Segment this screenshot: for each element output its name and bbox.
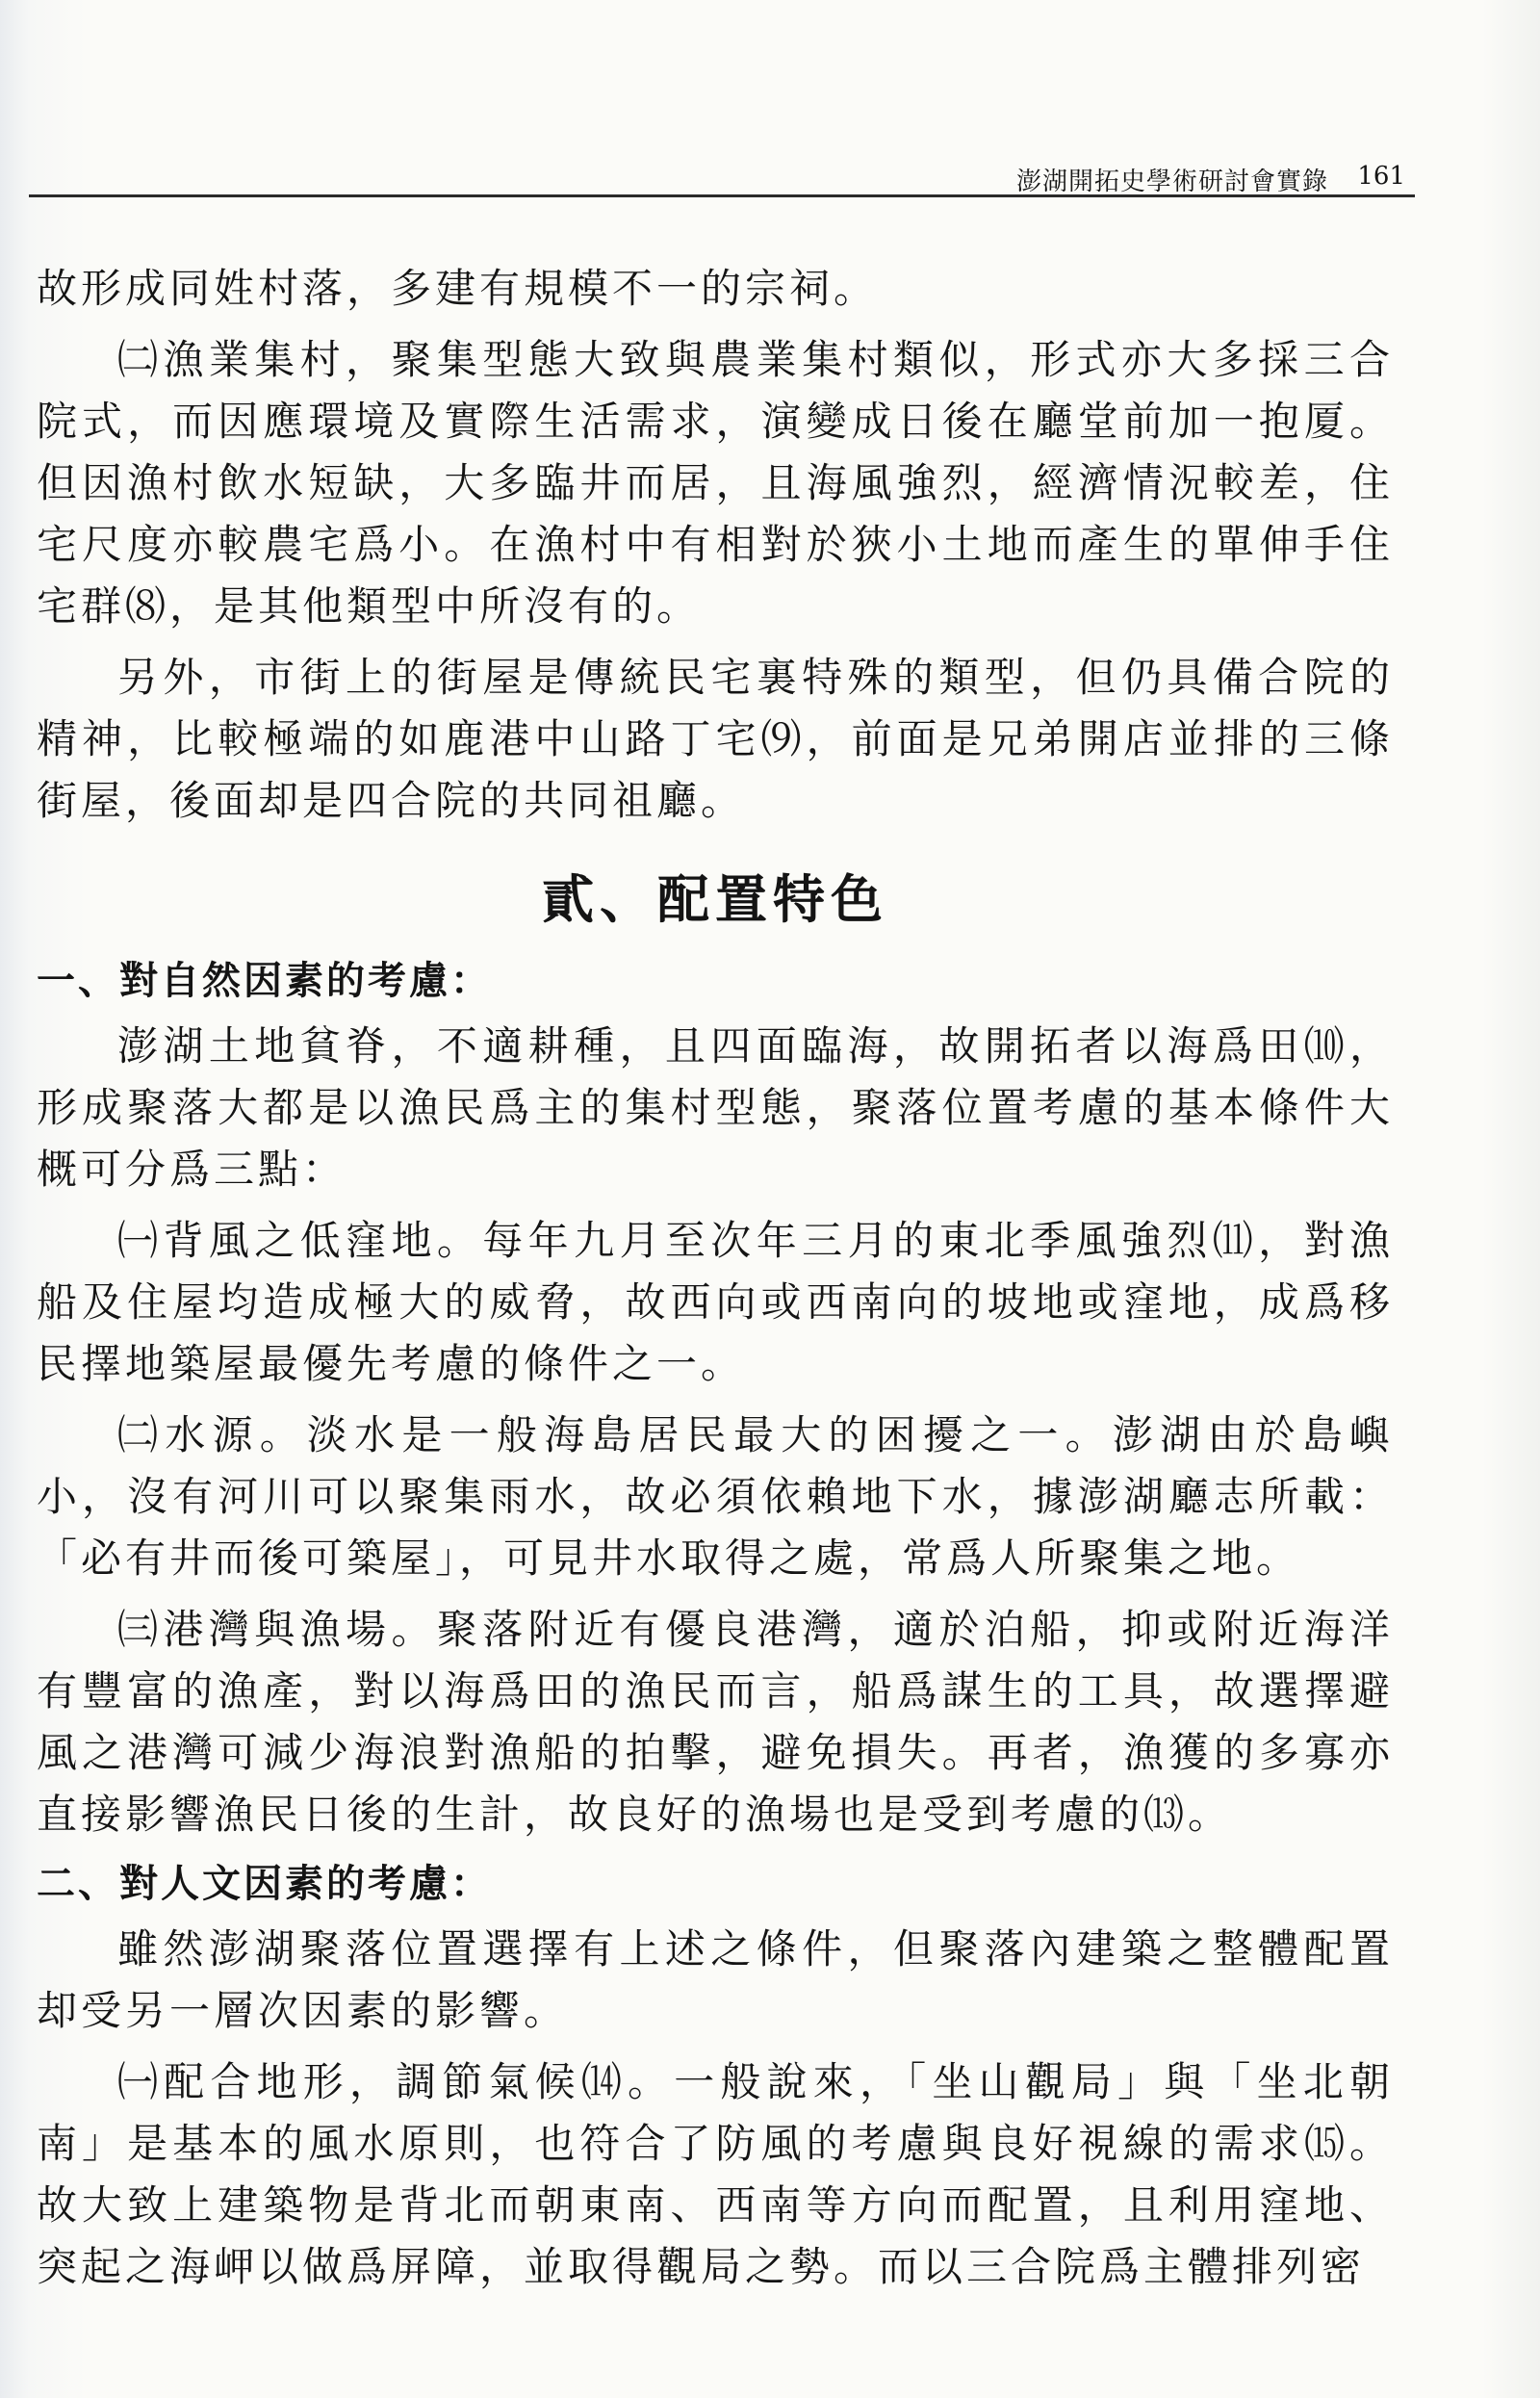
paragraph-street-houses: 另外，市街上的街屋是傳統民宅裏特殊的類型，但仍具備合院的精神，比較極端的如鹿港中山路丁宅⑼，前面是兄弟開店並排的三條街屋，後面却是四合院的共同祖廳。 bbox=[37, 654, 1394, 824]
paragraph-fishing-villages: ㈡漁業集村，聚集型態大致與農業集村類似，形式亦大多採三合院式，而因應環境及實際生活需求，演變成日後在廳堂前加一抱厦。但因漁村飲水短缺，大多臨井而居，且海風強烈，經濟情況較差，住宅尺度亦較農宅爲小。在漁村中有相對於狹小土地而產生的單伸手住宅群⑻，是其他類型中所沒有的。 bbox=[37, 336, 1394, 630]
paragraph-clan-villages: 故形成同姓村落，多建有規模不一的宗祠。 bbox=[37, 265, 879, 312]
paragraph-water-source: ㈡水源。淡水是一般海島居民最大的困擾之一。澎湖由於島嶼小，沒有河川可以聚集雨水，故必須依賴地下水，據澎湖廳志所載：「必有井而後可築屋」，可見井水取得之處，常爲人所聚集之地。 bbox=[37, 1411, 1394, 1582]
page-number: 161 bbox=[1357, 162, 1405, 191]
subheading-cultural-factors: 二、對人文因素的考慮： bbox=[37, 1862, 492, 1906]
paragraph-harbor: ㈢港灣與漁場。聚落附近有優良港灣，適於泊船，抑或附近海洋有豐富的漁產，對以海爲田的漁民而言，船爲謀生的工具，故選擇避風之港灣可減少海浪對漁船的拍擊，避免損失。再者，漁獲的多寡亦直接影響漁民日後的生計，故良好的漁場也是受到考慮的⒀。 bbox=[37, 1606, 1394, 1838]
subheading-natural-factors: 一、對自然因素的考慮： bbox=[37, 959, 492, 1003]
body-text bbox=[37, 258, 1394, 2308]
header-title: 澎湖開拓史學術研討會實錄 bbox=[1015, 168, 1328, 196]
paragraph-lowland: ㈠背風之低窪地。每年九月至次年三月的東北季風強烈⑾，對漁船及住屋均造成極大的威脅，故西向或西南向的坡地或窪地，成爲移民擇地築屋最優先考慮的條件之一。 bbox=[37, 1217, 1394, 1387]
running-header bbox=[29, 154, 1415, 197]
paragraph-penghu-land: 澎湖土地貧脊，不適耕種，且四面臨海，故開拓者以海爲田⑽，形成聚落大都是以漁民爲主的集村型態，聚落位置考慮的基本條件大概可分爲三點： bbox=[37, 1022, 1394, 1193]
paragraph-terrain: ㈠配合地形，調節氣候⒁。一般說來，「坐山觀局」與「坐北朝南」是基本的風水原則，也符合了防風的考慮與良好視線的需求⒂。故大致上建築物是背北而朝東南、西南等方向而配置，且利用窪地、突起之海岬以做爲屏障，並取得觀局之勢。而以三合院爲主體排列密 bbox=[37, 2058, 1394, 2290]
paragraph-layout-factors: 雖然澎湖聚落位置選擇有上述之條件，但聚落內建築之整體配置却受另一層次因素的影響。 bbox=[37, 1925, 1394, 2034]
section-title: 貳、配置特色 bbox=[542, 869, 888, 930]
